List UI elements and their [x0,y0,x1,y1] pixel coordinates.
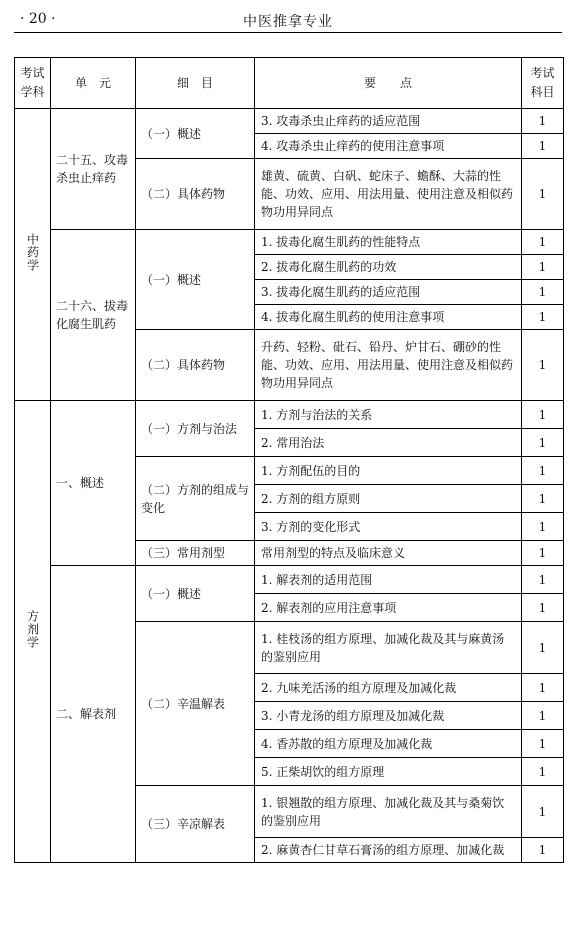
table-row [15,109,564,134]
unit-cell: 二、解表剂 [51,566,136,863]
exam-code-cell: 1 [522,594,564,622]
item-cell: （一）概述 [136,109,255,159]
point-cell: 1. 银翘散的组方原理、加减化裁及其与桑菊饮的鉴别应用 [255,786,522,838]
exam-code-cell: 1 [522,566,564,594]
item-cell: （一）概述 [136,230,255,330]
exam-code-cell: 1 [522,134,564,159]
point-cell: 1. 解表剂的适用范围 [255,566,522,594]
table-header-row [15,58,564,109]
point-cell: 雄黄、硫黄、白矾、蛇床子、蟾酥、大蒜的性能、功效、应用、用法用量、使用注意及相似药物功用异同点 [255,159,522,230]
exam-code-cell: 1 [522,758,564,786]
unit-cell: 二十五、攻毒杀虫止痒药 [51,109,136,230]
page-number: · 20 · [20,11,56,27]
exam-code-cell: 1 [522,786,564,838]
point-cell: 常用剂型的特点及临床意义 [255,541,522,566]
exam-code-cell: 1 [522,230,564,255]
item-cell: （二）辛温解表 [136,622,255,786]
point-cell: 升药、轻粉、砒石、铅丹、炉甘石、硼砂的性能、功效、应用、用法用量、使用注意及相似药物功用异同点 [255,330,522,401]
exam-code-cell: 1 [522,401,564,429]
exam-code-cell: 1 [522,674,564,702]
header-points: 要 点 [255,58,522,109]
exam-code-cell: 1 [522,702,564,730]
item-cell: （三）常用剂型 [136,541,255,566]
exam-code-cell: 1 [522,280,564,305]
exam-code-cell: 1 [522,330,564,401]
book-title: 中医推拿专业 [243,14,333,30]
exam-code-cell: 1 [522,622,564,674]
point-cell: 5. 正柴胡饮的组方原理 [255,758,522,786]
point-cell: 3. 拔毒化腐生肌药的适应范围 [255,280,522,305]
subject-cell [15,401,51,863]
header-item: 细 目 [136,58,255,109]
item-cell: （二）方剂的组成与变化 [136,457,255,541]
point-cell: 2. 解表剂的应用注意事项 [255,594,522,622]
exam-code-cell: 1 [522,513,564,541]
exam-code-cell: 1 [522,485,564,513]
exam-code-cell: 1 [522,255,564,280]
subject-cell [15,109,51,401]
header-exam-code: 考试 科目 [522,58,564,109]
item-cell: （三）辛凉解表 [136,786,255,863]
point-cell: 1. 方剂与治法的关系 [255,401,522,429]
point-cell: 4. 攻毒杀虫止痒药的使用注意事项 [255,134,522,159]
header-rule [14,32,562,33]
unit-cell: 一、概述 [51,401,136,566]
point-cell: 4. 香苏散的组方原理及加减化裁 [255,730,522,758]
exam-code-cell: 1 [522,838,564,863]
table-row [15,230,564,255]
item-cell: （二）具体药物 [136,159,255,230]
exam-code-cell: 1 [522,159,564,230]
exam-code-cell: 1 [522,305,564,330]
item-cell: （二）具体药物 [136,330,255,401]
exam-code-cell: 1 [522,457,564,485]
point-cell: 1. 拔毒化腐生肌药的性能特点 [255,230,522,255]
point-cell: 3. 攻毒杀虫止痒药的适应范围 [255,109,522,134]
point-cell: 2. 常用治法 [255,429,522,457]
exam-code-cell: 1 [522,109,564,134]
exam-code-cell: 1 [522,429,564,457]
point-cell: 2. 拔毒化腐生肌药的功效 [255,255,522,280]
header-subject: 考试 学科 [15,58,51,109]
point-cell: 2. 方剂的组方原则 [255,485,522,513]
point-cell: 2. 麻黄杏仁甘草石膏汤的组方原理、加减化裁 [255,838,522,863]
point-cell: 1. 桂枝汤的组方原理、加减化裁及其与麻黄汤的鉴别应用 [255,622,522,674]
table-row [15,401,564,429]
unit-cell: 二十六、拔毒化腐生肌药 [51,230,136,401]
point-cell: 3. 小青龙汤的组方原理及加减化裁 [255,702,522,730]
point-cell: 1. 方剂配伍的目的 [255,457,522,485]
subject-label: 方剂学 [25,609,40,649]
syllabus-table [14,57,564,863]
table-row [15,566,564,594]
page-header [14,10,562,32]
table-body [15,109,564,863]
item-cell: （一）方剂与治法 [136,401,255,457]
exam-code-cell: 1 [522,541,564,566]
point-cell: 3. 方剂的变化形式 [255,513,522,541]
exam-code-cell: 1 [522,730,564,758]
point-cell: 2. 九味羌活汤的组方原理及加减化裁 [255,674,522,702]
subject-label: 中药学 [25,232,40,272]
point-cell: 4. 拔毒化腐生肌药的使用注意事项 [255,305,522,330]
header-unit: 单 元 [51,58,136,109]
item-cell: （一）概述 [136,566,255,622]
